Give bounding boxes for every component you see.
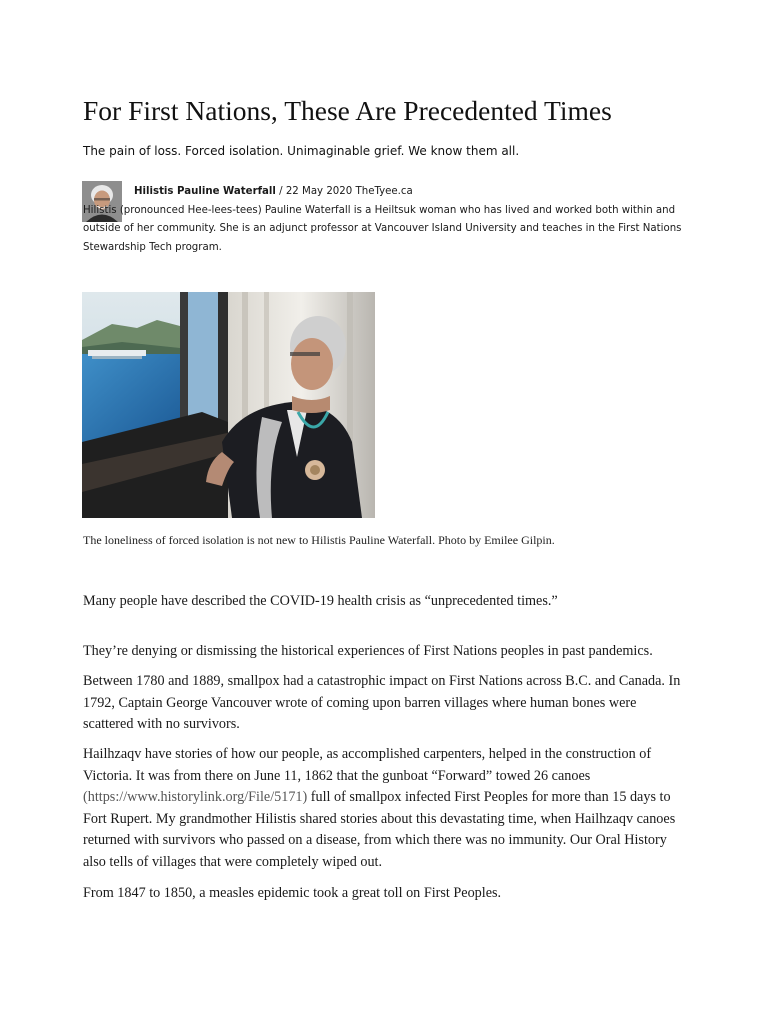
article-title: For First Nations, These Are Precedented Times — [83, 95, 612, 126]
byline — [83, 183, 683, 257]
article-photo — [82, 292, 375, 518]
byline-separator: / — [275, 186, 286, 197]
paragraph-1: Many people have described the COVID-19 health crisis as “unprecedented times.” — [83, 593, 558, 609]
article-dek: The pain of loss. Forced isolation. Unimaginable grief. We know them all. — [83, 144, 520, 158]
byline-date: 22 May 2020 — [285, 186, 353, 197]
byline-source: TheTyee.ca — [355, 186, 413, 197]
paragraph-2: They’re denying or dismissing the historical experiences of First Nations peoples in past pandemics. — [83, 643, 653, 659]
photo-caption: The loneliness of forced isolation is not new to Hilistis Pauline Waterfall. Photo by Emilee Gilpin. — [83, 533, 555, 547]
paragraph-5: From 1847 to 1850, a measles epidemic took a great toll on First Peoples. — [83, 885, 502, 901]
author-bio: Hilistis (pronounced Hee-lees-tees) Pauline Waterfall is a Heiltsuk woman who has lived and worked both within and outside of her community. She is an adjunct professor at Vancouver Island University and teaches in the First Nations Stewardship Tech program. — [83, 204, 682, 253]
paragraph-4-text-start: Hailhzaqv have stories of how our people, as accomplished carpenters, helped in the construction of Victoria. It was from there on June 11, 1862 that the gunboat “Forward” towed 26 canoes — [83, 746, 652, 784]
paragraph-3: Between 1780 and 1889, smallpox had a catastrophic impact on First Nations across B.C. and Canada. In 1792, Captain George Vancouver wrote of coming upon barren villages where human bones were scattered with no survivors. — [83, 673, 681, 733]
author-name[interactable]: Hilistis Pauline Waterfall — [134, 186, 276, 197]
paragraph-4 — [83, 744, 683, 874]
paragraph-4-text-end: full of smallpox infected First Peoples for more than 15 days to Fort Rupert. My grandmother Hilistis shared stories about this devastating time, when Hailhzaqv canoes returned with survivors who passed on a disease, from which there was no immunity. Our Oral History also tells of villages that were completely wiped out. — [83, 789, 676, 870]
historylink-link[interactable]: (https://www.historylink.org/File/5171) — [83, 789, 308, 806]
